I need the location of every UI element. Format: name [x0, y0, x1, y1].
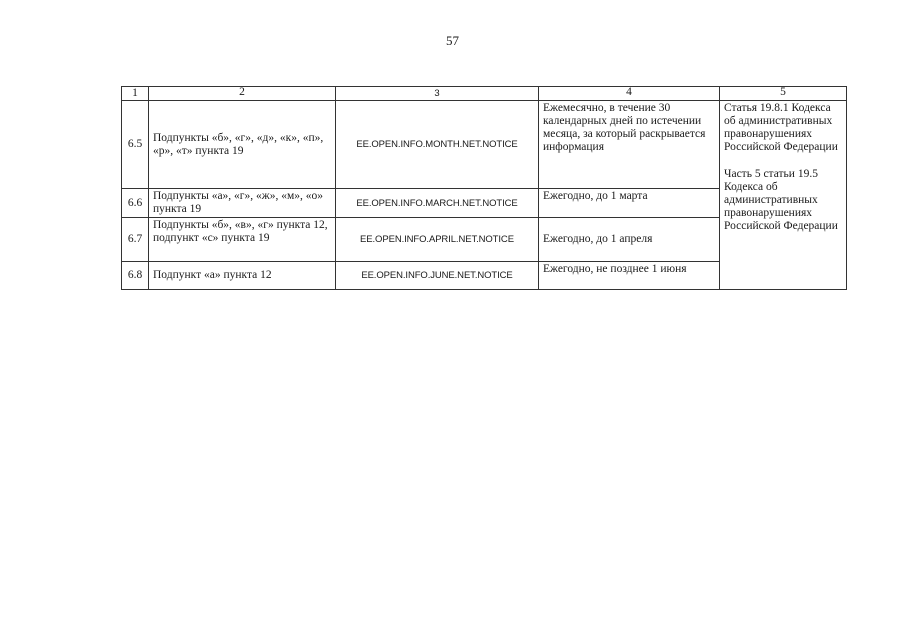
- row-period: Ежегодно, до 1 апреля: [539, 218, 720, 262]
- liability-cell: [720, 101, 847, 290]
- row-code: EE.OPEN.INFO.MARCH.NET.NOTICE: [336, 189, 539, 218]
- row-period: Ежегодно, не позднее 1 июня: [539, 262, 720, 290]
- regulation-table: [121, 86, 847, 290]
- column-header-1: 1: [122, 87, 149, 101]
- row-period: Ежегодно, до 1 марта: [539, 189, 720, 218]
- row-number: 6.6: [122, 189, 149, 218]
- liability-article-19-8-1: Статья 19.8.1 Кодекса об административных правонарушениях Российской Федерации: [724, 102, 838, 153]
- column-header-5: 5: [720, 87, 847, 101]
- row-points: Подпункты «б», «в», «г» пункта 12, подпункт «с» пункта 19: [149, 218, 336, 262]
- row-number: 6.8: [122, 262, 149, 290]
- row-period: Ежемесячно, в течение 30 календарных дней по истечении месяца, за который раскрывается информация: [539, 101, 720, 189]
- column-header-4: 4: [539, 87, 720, 101]
- row-points: Подпункты «б», «г», «д», «к», «п», «р», «т» пункта 19: [149, 101, 336, 189]
- table-header-row: [122, 87, 847, 101]
- row-code: EE.OPEN.INFO.JUNE.NET.NOTICE: [336, 262, 539, 290]
- column-header-3: 3: [336, 87, 539, 101]
- row-points: Подпункт «а» пункта 12: [149, 262, 336, 290]
- page-number: 57: [446, 33, 459, 48]
- row-number: 6.5: [122, 101, 149, 189]
- column-header-2: 2: [149, 87, 336, 101]
- row-code: EE.OPEN.INFO.MONTH.NET.NOTICE: [336, 101, 539, 189]
- liability-article-19-5: Часть 5 статьи 19.5 Кодекса об административных правонарушениях Российской Федерации: [724, 168, 838, 232]
- row-code: EE.OPEN.INFO.APRIL.NET.NOTICE: [336, 218, 539, 262]
- row-number: 6.7: [122, 218, 149, 262]
- table-row: [122, 101, 847, 189]
- row-points: Подпункты «а», «г», «ж», «м», «о» пункта 19: [149, 189, 336, 218]
